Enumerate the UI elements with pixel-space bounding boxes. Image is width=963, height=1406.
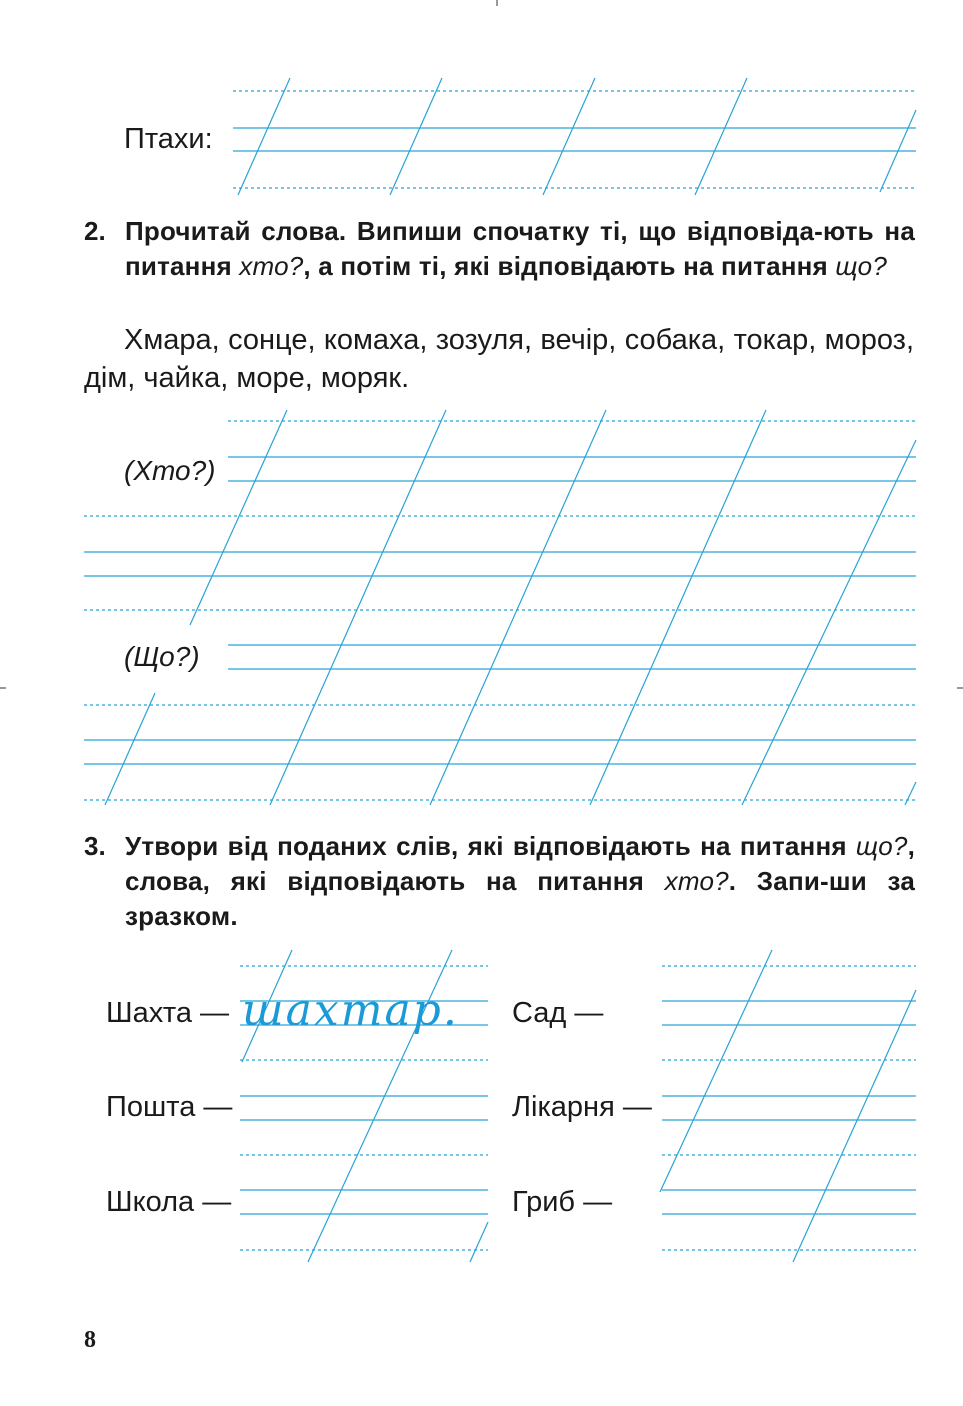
what-label: (Що?) — [124, 641, 200, 672]
task-3-text-3: . Запи-ши за зразком. — [125, 866, 915, 931]
word-poshta: Пошта — — [106, 1091, 233, 1123]
task-2-word-list: Хмара, сонце, комаха, зозуля, вечір, собака, токар, мороз, дім, чайка, море, моряк. — [84, 324, 914, 394]
task-2-number: 2. — [84, 216, 106, 246]
word-sad: Сад — — [512, 997, 604, 1029]
word-likarnia: Лікарня — — [512, 1091, 652, 1123]
task-3-question-what: що? — [855, 831, 908, 861]
word-hryb: Гриб — — [512, 1186, 613, 1218]
who-label: (Хто?) — [124, 455, 216, 486]
task-3-text-2: , слова, які відповідають на питання — [125, 831, 915, 896]
task-2-question-what: що? — [835, 251, 888, 281]
word-shkola: Школа — — [106, 1186, 232, 1218]
task-3-question-who: хто? — [664, 866, 729, 896]
task-3-instructions — [125, 829, 915, 934]
task-2-text-1: Прочитай слова. Випиши спочатку ті, що відповіда-ють на питання — [125, 216, 915, 281]
task-2-instructions — [125, 214, 915, 284]
page-number: 8 — [84, 1327, 96, 1353]
word-shakhta: Шахта — — [106, 997, 230, 1029]
task-3-number: 3. — [84, 831, 106, 861]
sample-answer-handwriting: шахтар. — [242, 985, 459, 1036]
birds-label: Птахи: — [124, 123, 213, 155]
task-2-question-who: хто? — [239, 251, 304, 281]
task-3-text-1: Утвори від поданих слів, які відповідають на питання — [125, 831, 856, 861]
task-2-text-2: , а потім ті, які відповідають на питання — [303, 251, 836, 281]
